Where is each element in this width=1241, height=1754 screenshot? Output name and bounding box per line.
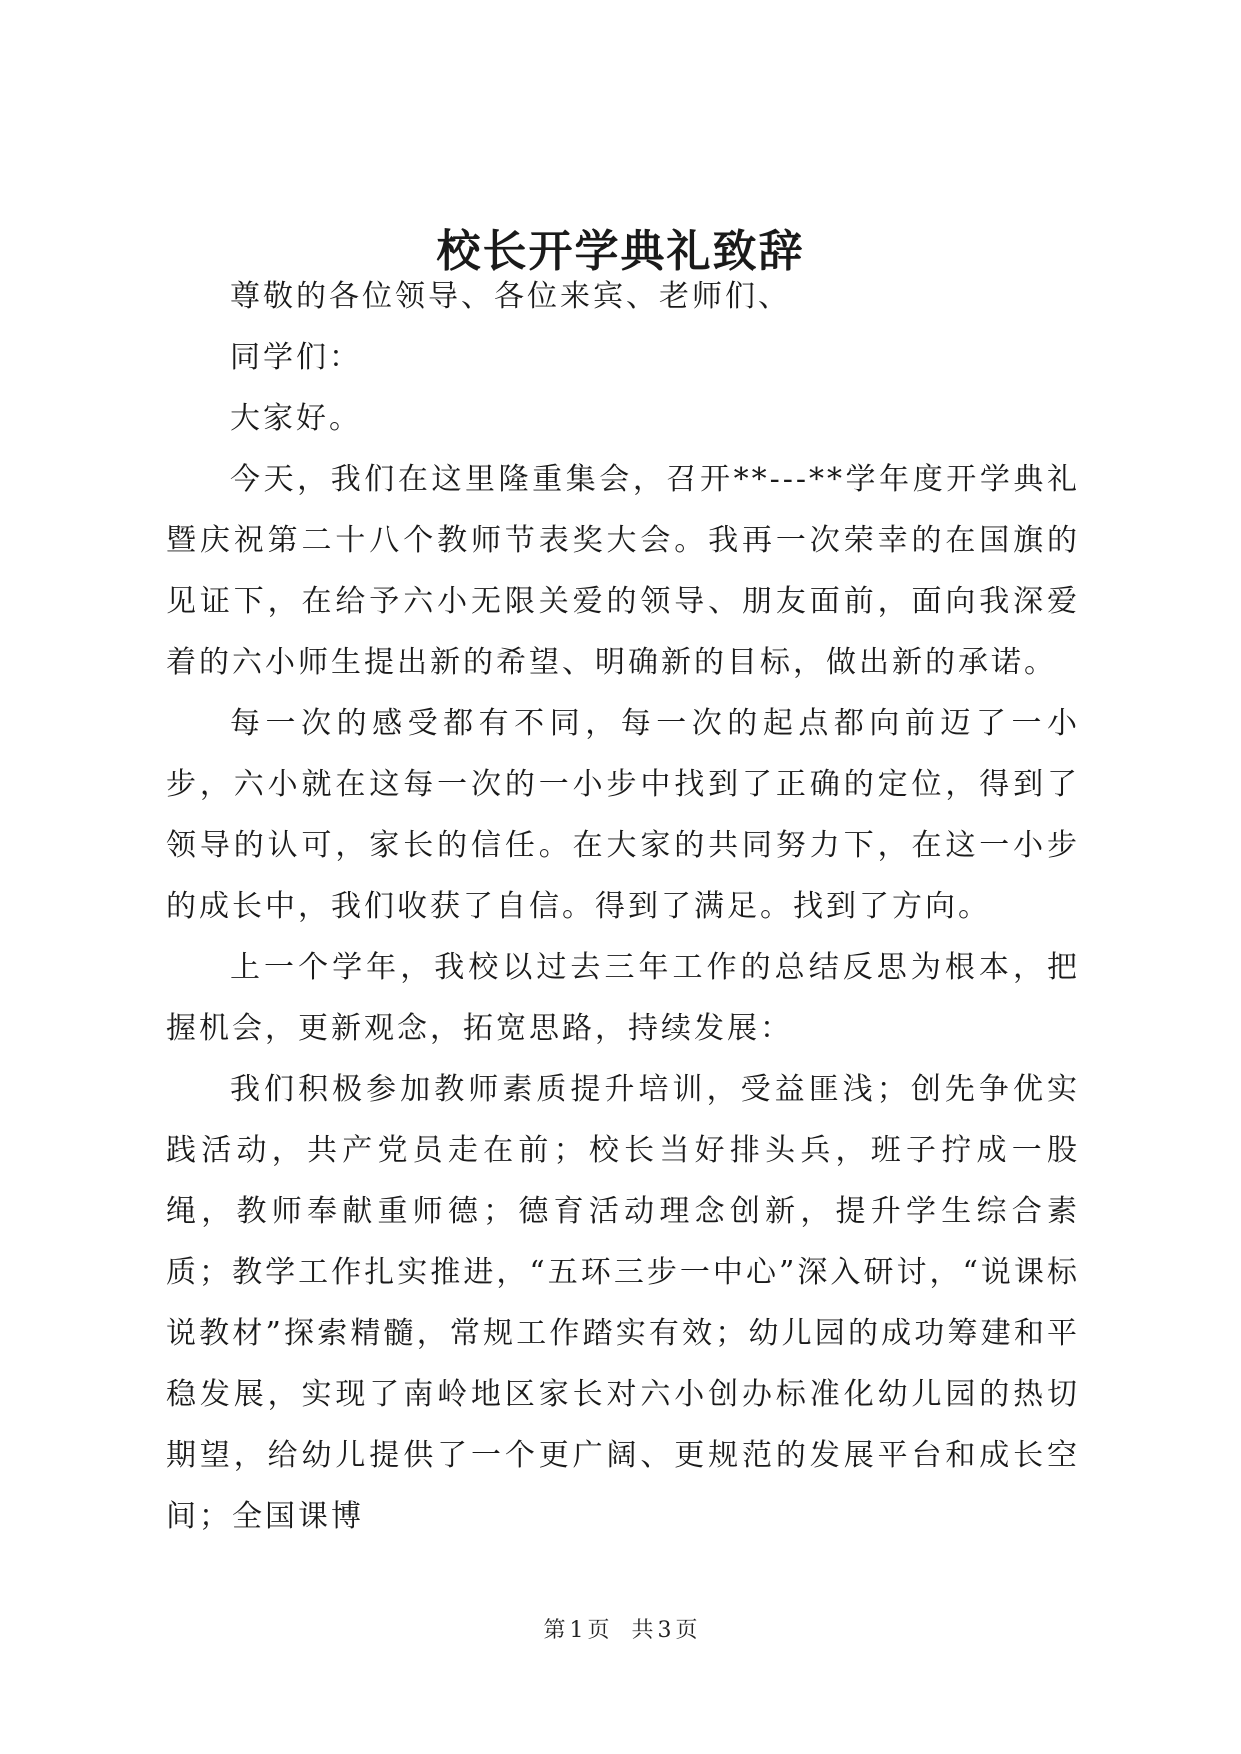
page-unit: 页 [587, 1618, 610, 1643]
salutation-students-paragraph: 同学们： [230, 340, 362, 375]
greeting-paragraph: 大家好。 [230, 401, 362, 436]
body-paragraph: 我们积极参加教师素质提升培训，受益匪浅；创先争优实践活动，共产党员走在前；校长当好排头兵，班子拧成一股绳，教师奉献重师德；德育活动理念创新，提升学生综合素质；教学工作扎实推进，“五环三步一中心”深入研讨，“说课标说教材”探索精髓，常规工作踏实有效；幼儿园的成功筹建和平稳发展，实现了南岭地区家长对六小创办标准化幼儿园的热切期望，给幼儿提供了一个更广阔、更规范的发展平台和成长空间；全国课博 [166, 1072, 1080, 1534]
body-paragraph: 今天，我们在这里隆重集会，召开**---**学年度开学典礼暨庆祝第二十八个教师节表奖大会。我再一次荣幸的在国旗的见证下，在给予六小无限关爱的领导、朋友面前，面向我深爱着的六小师生提出新的希望、明确新的目标，做出新的承诺。 [166, 462, 1080, 680]
total-unit: 页 [675, 1618, 698, 1643]
total-prefix: 共 [631, 1618, 654, 1643]
salutation-paragraph: 尊敬的各位领导、各位来宾、老师们、 [230, 279, 791, 314]
document-title: 校长开学典礼致辞 [436, 226, 805, 277]
page-footer [0, 1616, 1241, 1646]
body-paragraph: 每一次的感受都有不同，每一次的起点都向前迈了一小步，六小就在这每一次的一小步中找到了正确的定位，得到了领导的认可，家长的信任。在大家的共同努力下，在这一小步的成长中，我们收获了自信。得到了满足。找到了方向。 [166, 706, 1080, 924]
document-body [166, 266, 1080, 1547]
total-pages: 3 [657, 1618, 672, 1643]
page-number: 1 [569, 1618, 584, 1643]
page-prefix: 第 [543, 1618, 566, 1643]
body-paragraph: 上一个学年，我校以过去三年工作的总结反思为根本，把握机会，更新观念，拓宽思路，持续发展： [166, 950, 1080, 1046]
